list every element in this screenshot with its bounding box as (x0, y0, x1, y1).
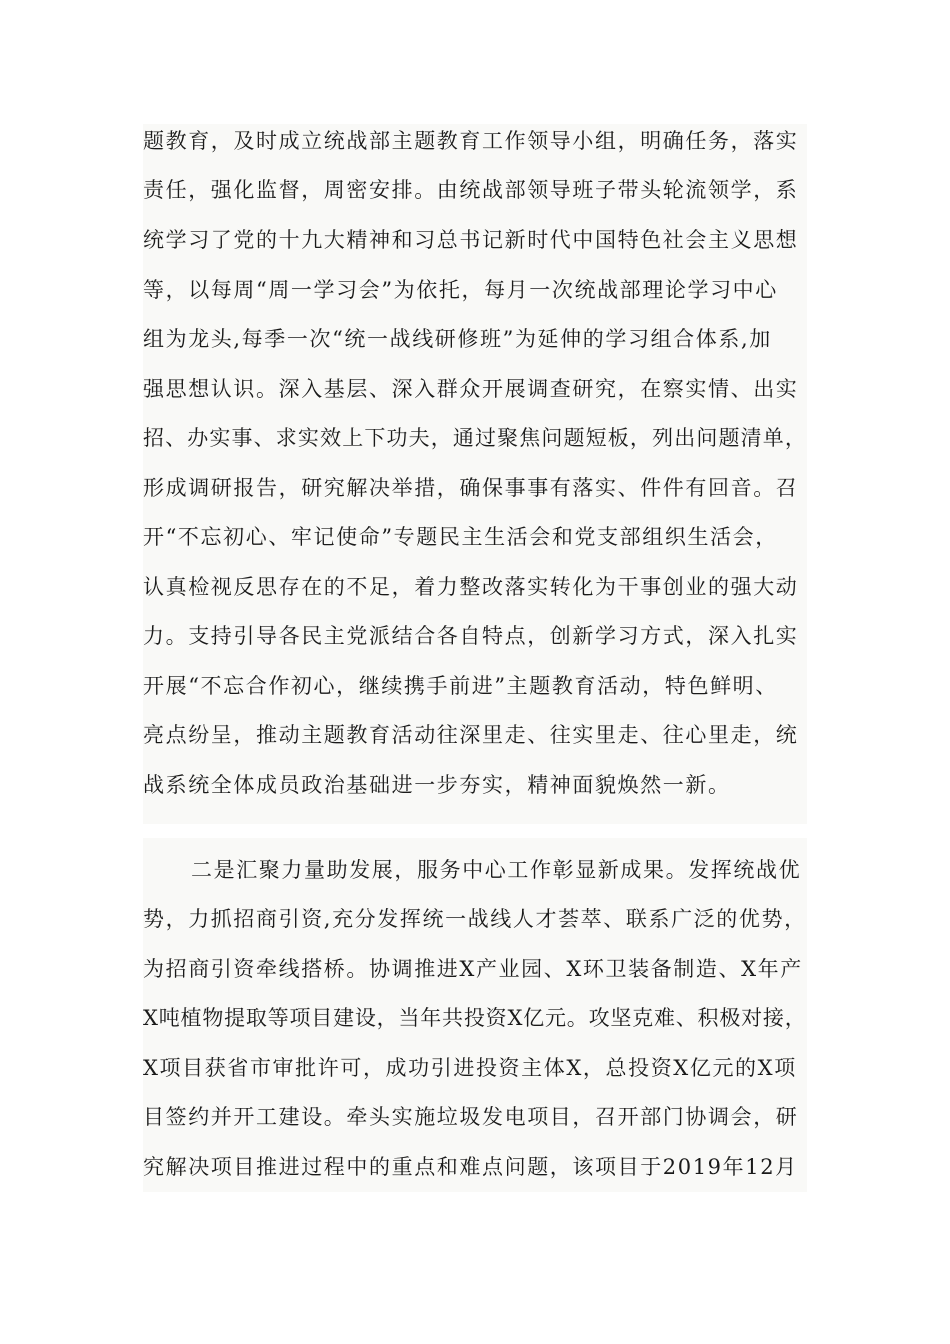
text-line: 题教育，及时成立统战部主题教育工作领导小组，明确任务，落实 (143, 129, 799, 153)
paragraph-2 (143, 838, 807, 1192)
text-line: 究解决项目推进过程中的重点和难点问题，该项目于2019年12月 (143, 1155, 798, 1179)
text-line: 亮点纷呈，推动主题教育活动往深里走、往实里走、往心里走，统 (143, 723, 799, 747)
paragraph-1 (143, 124, 807, 824)
text-line: 强思想认识。深入基层、深入群众开展调查研究，在察实情、出实 (143, 377, 799, 401)
text-line: 为招商引资牵线搭桥。协调推进X产业园、X环卫装备制造、X年产 (143, 957, 803, 981)
text-line: 力。支持引导各民主党派结合各自特点，创新学习方式，深入扎实 (143, 624, 799, 648)
text-line: 战系统全体成员政治基础进一步夯实，精神面貌焕然一新。 (143, 773, 731, 797)
text-line: 开展“不忘合作初心，继续携手前进”主题教育活动，特色鲜明、 (143, 674, 778, 698)
text-line: 统学习了党的十九大精神和习总书记新时代中国特色社会主义思想 (143, 228, 799, 252)
text-line: 责任，强化监督，周密安排。由统战部领导班子带头轮流领学，系 (143, 178, 799, 202)
text-line: 目签约并开工建设。牵头实施垃圾发电项目，召开部门协调会，研 (143, 1105, 799, 1129)
text-line: 组为龙头,每季一次“统一战线研修班”为延伸的学习组合体系,加 (143, 327, 772, 351)
text-line: X吨植物提取等项目建设，当年共投资X亿元。攻坚克难、积极对接， (143, 1006, 807, 1030)
text-line: 势，力抓招商引资,充分发挥统一战线人才荟萃、联系广泛的优势， (143, 907, 807, 931)
text-line: X项目获省市审批许可，成功引进投资主体X，总投资X亿元的X项 (143, 1056, 797, 1080)
text-line: 等，以每周“周一学习会”为依托，每月一次统战部理论学习中心 (143, 278, 778, 302)
text-line: 形成调研报告，研究解决举措，确保事事有落实、件件有回音。召 (143, 476, 799, 500)
text-line: 开“不忘初心、牢记使命”专题民主生活会和党支部组织生活会， (143, 525, 778, 549)
text-line-indented: 二是汇聚力量助发展，服务中心工作彰显新成果。发挥统战优 (191, 858, 802, 882)
text-line: 认真检视反思存在的不足，着力整改落实转化为干事创业的强大动 (143, 575, 799, 599)
text-line: 招、办实事、求实效上下功夫，通过聚焦问题短板，列出问题清单， (143, 426, 807, 450)
